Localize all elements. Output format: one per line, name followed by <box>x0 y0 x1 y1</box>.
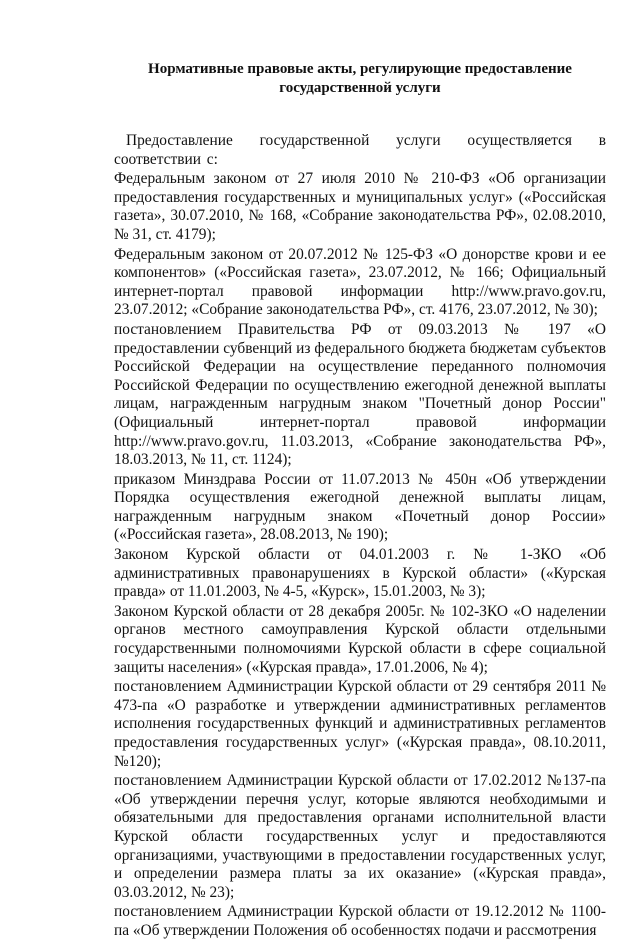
paragraph-text: Федеральным законом от 20.07.2012 № 125-ФЗ «О донорстве крови и ее компонентов» («Российская газета», 23.07.2012, № 166; Официальный интернет-портал правовой информации http://www.pravo.gov.ru, 23.07.2012; «Собрание законодательства РФ», ст. 4176, 23.07.2012, № 30); <box>114 245 606 319</box>
document-title <box>114 60 606 98</box>
document-page <box>114 60 606 942</box>
paragraph-text: Законом Курской области от 28 декабря 2005г. № 102-ЗКО «О наделении органов местного самоуправления Курской области отдельными государственными полномочиями Курской области в сфере социальной защиты населения» («Курская правда», 17.01.2006, № 4); <box>114 602 606 676</box>
law-paragraph <box>114 678 606 771</box>
title-line-1: Нормативные правовые акты, регулирующие предоставление <box>148 61 572 77</box>
paragraph-text: Законом Курской области от 04.01.2003 г. № 1-ЗКО «Об административных правонарушениях в Курской области» («Курская правда» от 11.01.2003, № 4-5, «Курск», 15.01.2003, № 3); <box>114 546 606 601</box>
paragraph-text: постановлением Администрации Курской области от 29 сентября 2011 № 473-па «О разработке и утверждении административных регламентов исполнения государственных функций и административных регламентов предоставления государственных услуг» («Курская правда», 08.10.2011, №120); <box>114 678 606 770</box>
paragraph-text: постановлением Правительства РФ от 09.03.2013 № 197 «О предоставлении субвенций из федерального бюджета бюджетам субъектов Российской Федерации на осуществление переданного полномочия Российской Федерации по осуществлению ежегодной денежной выплаты лицам, награжденным нагрудным знаком "Почетный донор России" (Официальный интернет-портал правовой информации http://www.pravo.gov.ru, 11.03.2013, «Собрание законодательства РФ», 18.03.2013, № 11, ст. 1124); <box>114 320 606 469</box>
title-line-2: государственной услуги <box>279 80 441 96</box>
law-paragraph <box>114 170 606 244</box>
law-paragraph <box>114 903 606 940</box>
paragraph-text: Федеральным законом от 27 июля 2010 № 210-ФЗ «Об организации предоставления государственных и муниципальных услуг» («Российская газета», 30.07.2010, № 168, «Собрание законодательства РФ», 02.08.2010, № 31, ст. 4179); <box>114 170 606 243</box>
law-paragraph <box>114 772 606 902</box>
paragraph-text: постановлением Администрации Курской области от 17.02.2012 №137-па «Об утверждении перечня услуг, которые являются необходимыми и обязательными для предоставления органами исполнительной власти Курской области государственных услуг и предоставляются организациями, участвующими в предоставлении государственных услуг, и определении размера платы за их оказание» («Курская правда», 03.03.2012, № 23); <box>114 772 606 901</box>
law-paragraph <box>114 471 606 545</box>
paragraph-text: постановлением Администрации Курской области от 19.12.2012 № 1100-па «Об утверждении Положения об особенностях подачи и рассмотрения <box>114 903 606 939</box>
paragraph-text: приказом Минздрава России от 11.07.2013 № 450н «Об утверждении Порядка осуществления ежегодной денежной выплаты лицам, награжденным нагрудным знаком «Почетный донор России» («Российская газета», 28.08.2013, № 190); <box>114 470 606 544</box>
law-paragraph <box>114 246 606 320</box>
law-paragraph <box>114 321 606 470</box>
law-paragraph <box>114 546 606 602</box>
intro-paragraph: Предоставление государственной услуги осуществляется в соответствии с: <box>114 132 606 168</box>
law-paragraph <box>114 603 606 677</box>
